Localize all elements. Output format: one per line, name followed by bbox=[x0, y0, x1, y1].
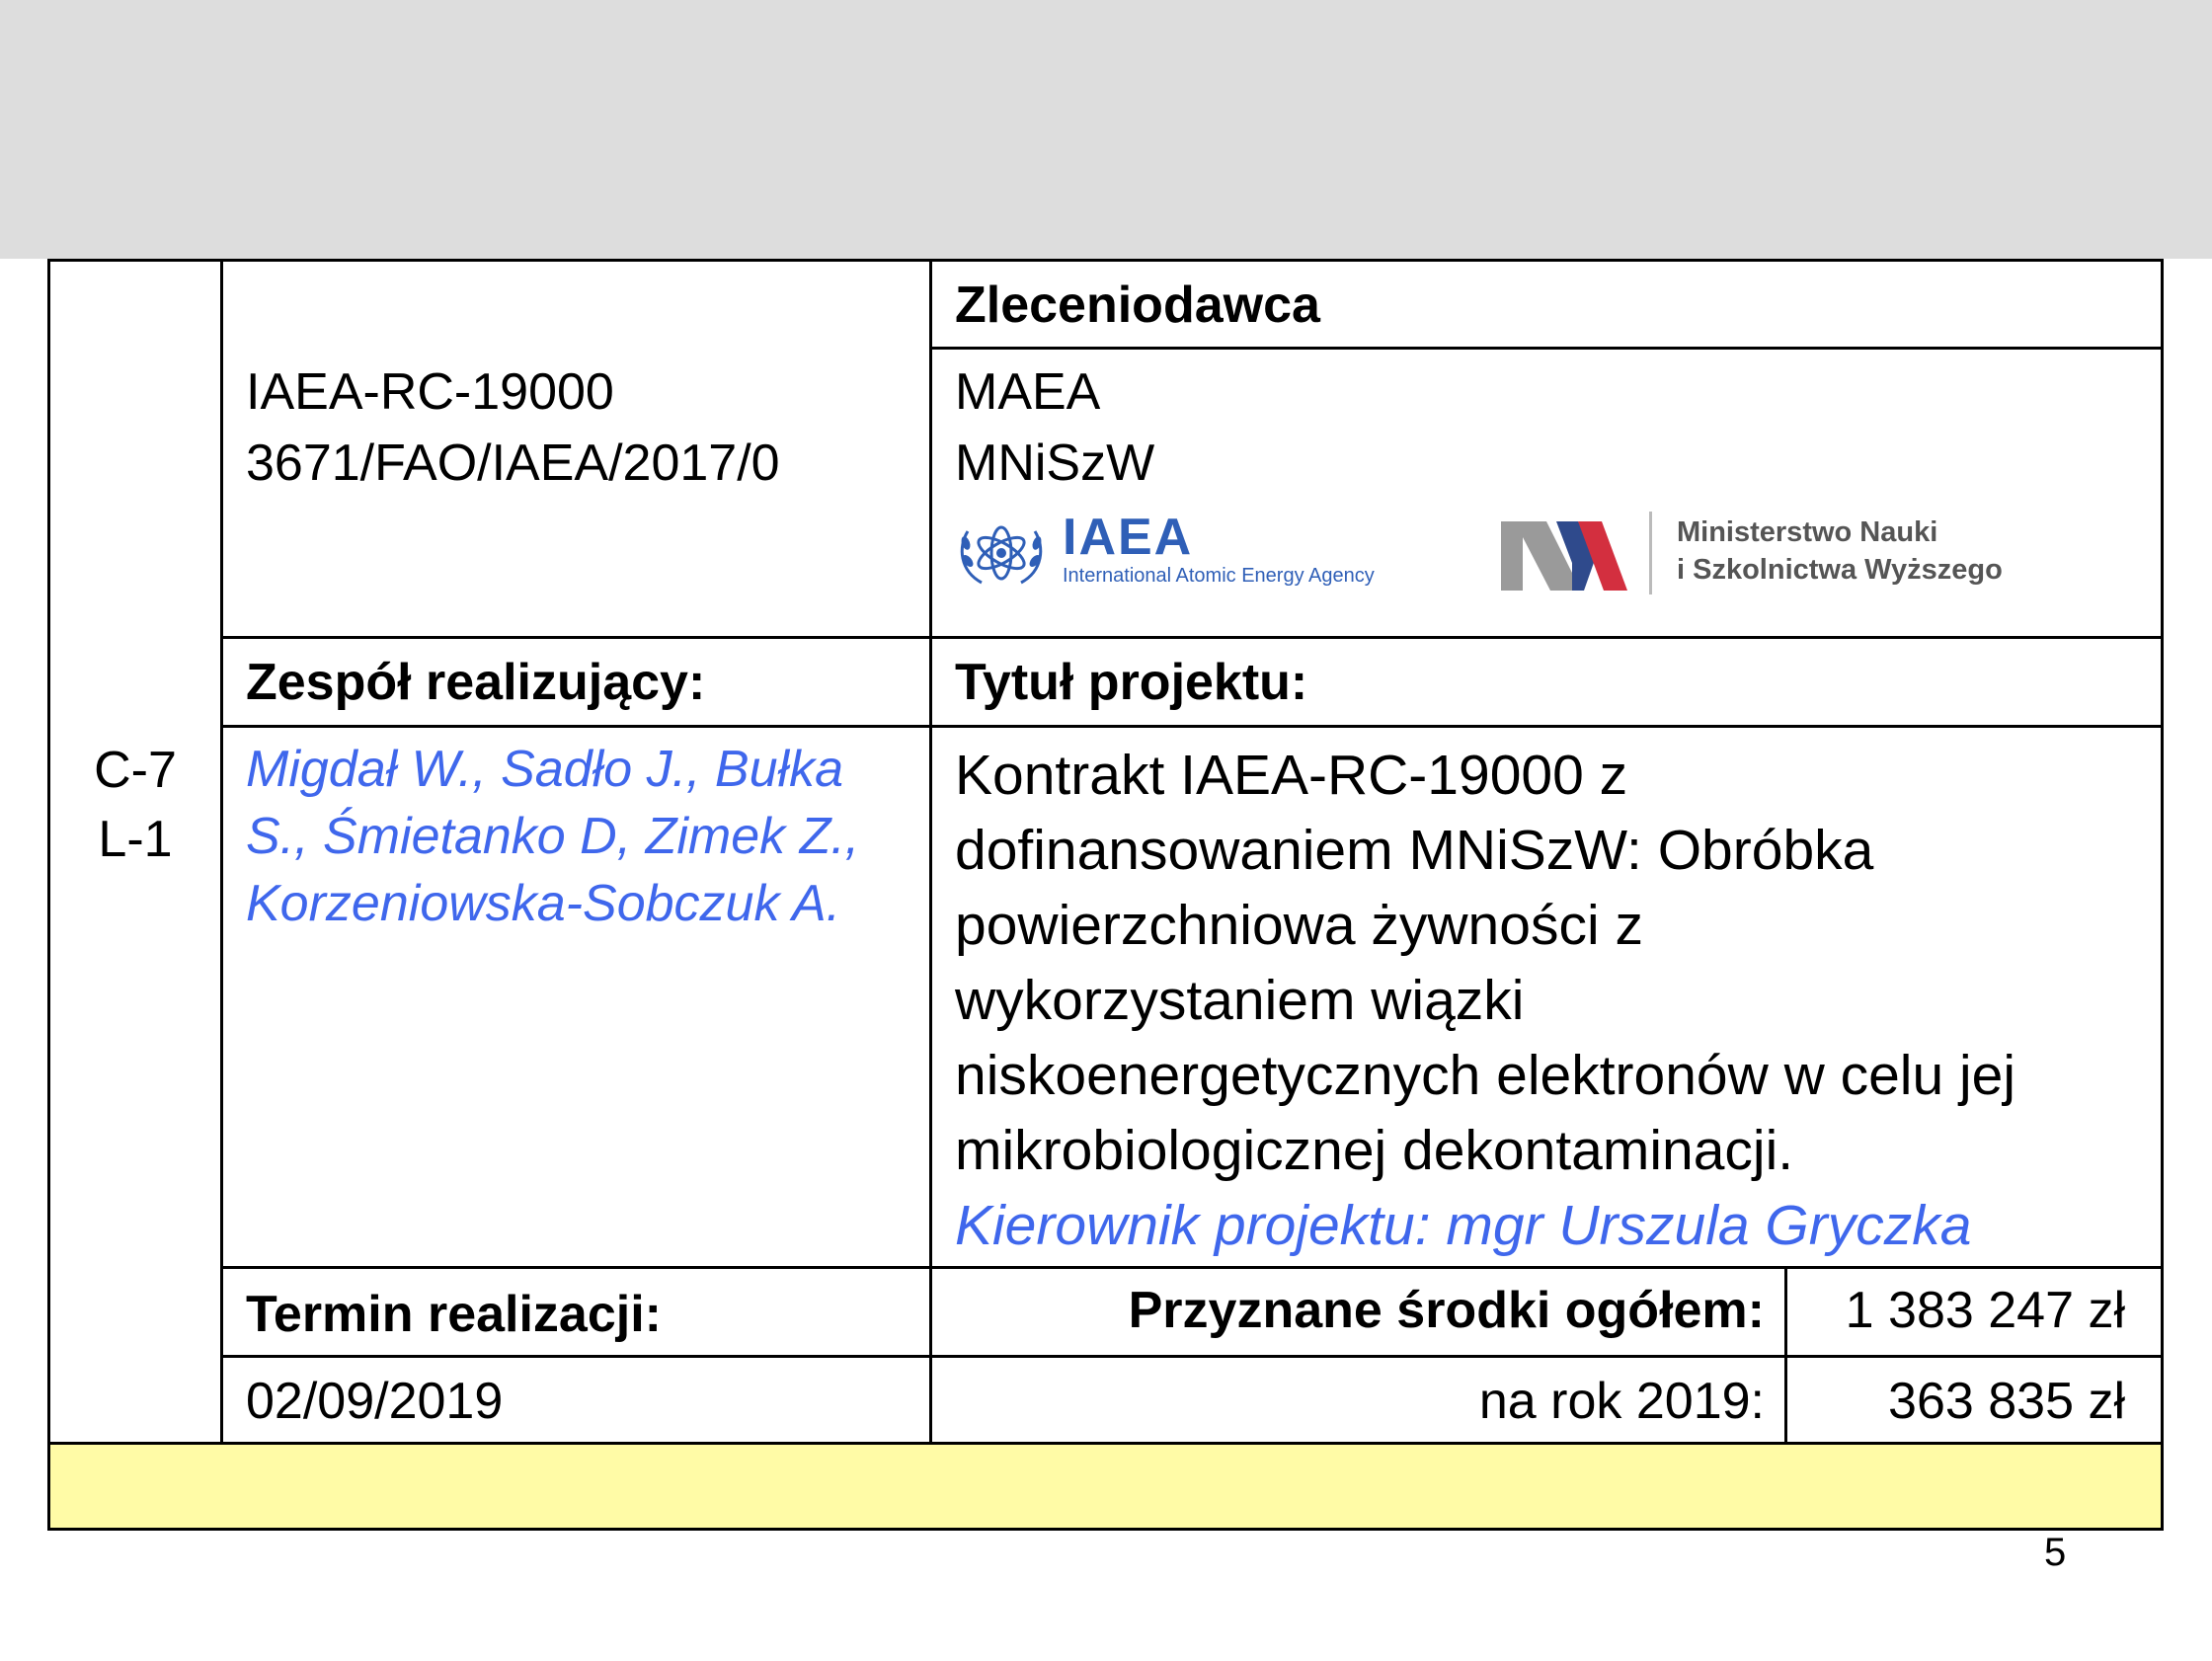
funds-total-label: Przyznane środki ogółem: bbox=[1128, 1282, 1765, 1339]
client-name: MAEA bbox=[955, 363, 1101, 421]
iaea-full-name: International Atomic Energy Agency bbox=[1063, 565, 1375, 587]
ministry-line: i Szkolnictwa Wyższego bbox=[1677, 554, 2003, 586]
title-header: Tytuł projektu: bbox=[955, 654, 1308, 711]
title-line: niskoenergetycznych elektronów w celu jej bbox=[955, 1044, 2016, 1107]
code-line: C-7 bbox=[94, 742, 177, 799]
project-code bbox=[50, 736, 220, 874]
iaea-logo bbox=[954, 509, 1418, 593]
top-background-band bbox=[0, 0, 2212, 259]
contract-number: IAEA-RC-19000 bbox=[246, 363, 614, 421]
client-header: Zleceniodawca bbox=[955, 277, 1320, 334]
title-line: mikrobiologicznej dekontaminacji. bbox=[955, 1119, 1794, 1182]
logo-separator bbox=[1649, 512, 1652, 594]
team-line: Migdał W., Sadło J., Bułka bbox=[246, 741, 843, 798]
funds-year-label: na rok 2019: bbox=[1478, 1373, 1765, 1430]
page-number: 5 bbox=[2044, 1531, 2067, 1574]
title-line: dofinansowaniem MNiSzW: Obróbka bbox=[955, 819, 1874, 882]
ministry-name bbox=[1677, 514, 2003, 589]
funds-total-value: 1 383 247 zł bbox=[1845, 1282, 2125, 1339]
team-members bbox=[246, 736, 859, 937]
project-table bbox=[47, 259, 2164, 1531]
divider bbox=[220, 636, 2161, 639]
team-header: Zespół realizujący: bbox=[246, 654, 706, 711]
project-manager: Kierownik projektu: mgr Urszula Gryczka bbox=[955, 1194, 1972, 1257]
title-line: Kontrakt IAEA-RC-19000 z bbox=[955, 744, 1628, 807]
term-value: 02/09/2019 bbox=[246, 1373, 504, 1430]
divider bbox=[220, 1355, 2161, 1358]
divider bbox=[929, 347, 2161, 350]
un-emblem-icon bbox=[954, 514, 1049, 593]
client-list bbox=[955, 356, 1154, 499]
ministry-logo bbox=[1499, 510, 2013, 598]
divider bbox=[220, 1266, 2161, 1269]
contract-numbers bbox=[246, 356, 780, 499]
funds-year-value: 363 835 zł bbox=[1888, 1373, 2125, 1430]
footer-band bbox=[50, 1445, 2161, 1528]
project-title bbox=[955, 738, 2015, 1263]
divider bbox=[220, 725, 2161, 728]
contract-number: 3671/FAO/IAEA/2017/0 bbox=[246, 435, 780, 492]
code-line: L-1 bbox=[98, 811, 173, 868]
client-name: MNiSzW bbox=[955, 435, 1155, 492]
title-line: powierzchniowa żywności z bbox=[955, 894, 1643, 957]
ministry-emblem-icon bbox=[1499, 517, 1627, 596]
ministry-line: Ministerstwo Nauki bbox=[1677, 516, 1938, 548]
iaea-wordmark: IAEA bbox=[1063, 509, 1194, 566]
term-header: Termin realizacji: bbox=[246, 1286, 662, 1343]
team-line: S., Śmietanko D, Zimek Z., bbox=[246, 808, 860, 865]
title-line: wykorzystaniem wiązki bbox=[955, 969, 1525, 1032]
team-line: Korzeniowska-Sobczuk A. bbox=[246, 875, 841, 932]
